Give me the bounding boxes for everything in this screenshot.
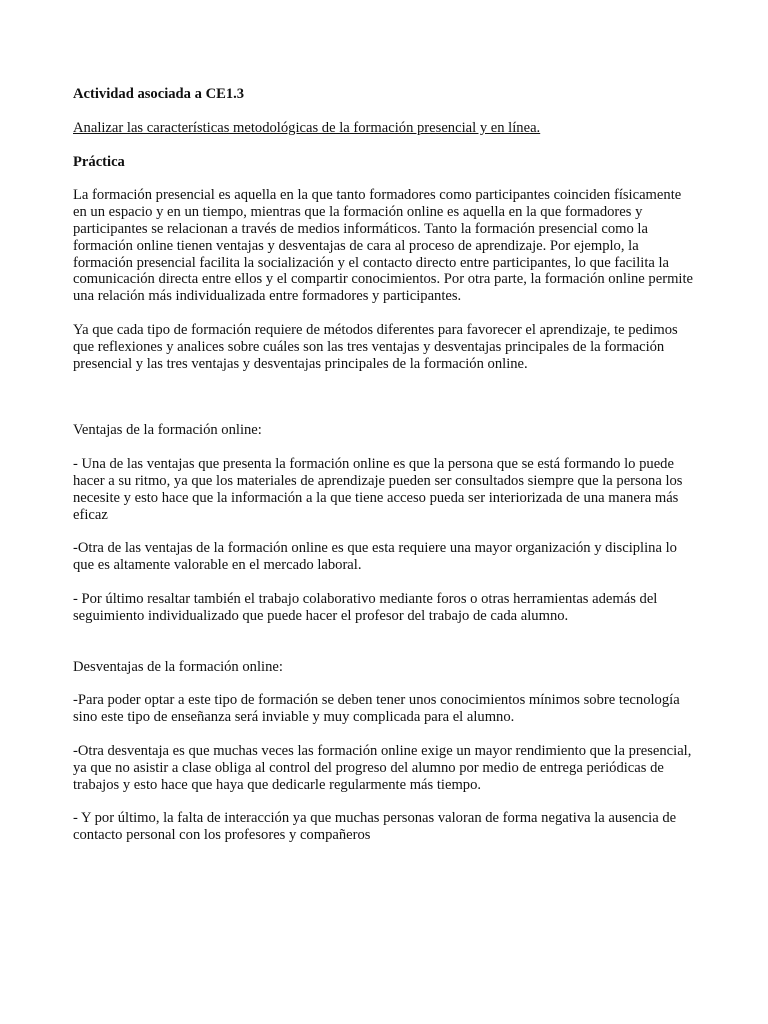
disadvantages-title: Desventajas de la formación online: bbox=[73, 658, 283, 675]
disadvantage-item-1: -Para poder optar a este tipo de formación se deben tener unos conocimientos mínimos sobre tecnología sino este tipo de enseñanza será inviable y muy complicada para el alumno. bbox=[73, 692, 680, 726]
advantages-title: Ventajas de la formación online: bbox=[73, 422, 262, 439]
intro-paragraph: La formación presencial es aquella en la que tanto formadores como participantes coinciden físicamente en un espacio y en un tiempo, mientras que la formación online es aquella en la que formadores y participantes se relacionan a través de medios informáticos. Tanto la formación presencial como la formación online tienen ventajas y desventajas de cara al proceso de aprendizaje. Por ejemplo, la formación presencial facilita la socialización y el contacto directo entre participantes, lo que facilita la comunicación directa entre ellos y el compartir conocimientos. Por otra parte, la formación online permite una relación más individualizada entre formadores y participantes. bbox=[73, 187, 694, 305]
disadvantage-item-2: -Otra desventaja es que muchas veces las formación online exige un mayor rendimiento que la presencial, ya que no asistir a clase obliga al control del progreso del alumno por medio de entrega periódicas de trabajos y esto hace que haya que dedicarle regularmente más tiempo. bbox=[73, 742, 692, 793]
advantage-item-3: - Por último resaltar también el trabajo colaborativo mediante foros o otras herramientas además del seguimiento individualizado que puede hacer el profesor del trabajo de cada alumno. bbox=[73, 590, 658, 624]
document-page bbox=[73, 86, 698, 844]
practica-heading: Práctica bbox=[73, 153, 125, 170]
document-subtitle: Analizar las características metodológicas de la formación presencial y en línea. bbox=[73, 119, 541, 136]
task-paragraph: Ya que cada tipo de formación requiere de métodos diferentes para favorecer el aprendizaje, te pedimos que reflexiones y analices sobre cuáles son las tres ventajas y desventajas principales de la formación presencial y las tres ventajas y desventajas principales de la formación online. bbox=[73, 321, 678, 372]
advantage-item-1: - Una de las ventajas que presenta la formación online es que la persona que se está formando lo puede hacer a su ritmo, ya que los materiales de aprendizaje pueden ser consultados siempre que la persona los necesite y esto hace que la información a la que tiene acceso pueda ser interiorizada de una manera más eficaz bbox=[73, 456, 683, 523]
document-title: Actividad asociada a CE1.3 bbox=[73, 86, 245, 102]
advantage-item-2: -Otra de las ventajas de la formación online es que esta requiere una mayor organización y disciplina lo que es altamente valorable en el mercado laboral. bbox=[73, 540, 677, 574]
disadvantage-item-3: - Y por último, la falta de interacción ya que muchas personas valoran de forma negativa la ausencia de contacto personal con los profesores y compañeros bbox=[73, 810, 677, 844]
